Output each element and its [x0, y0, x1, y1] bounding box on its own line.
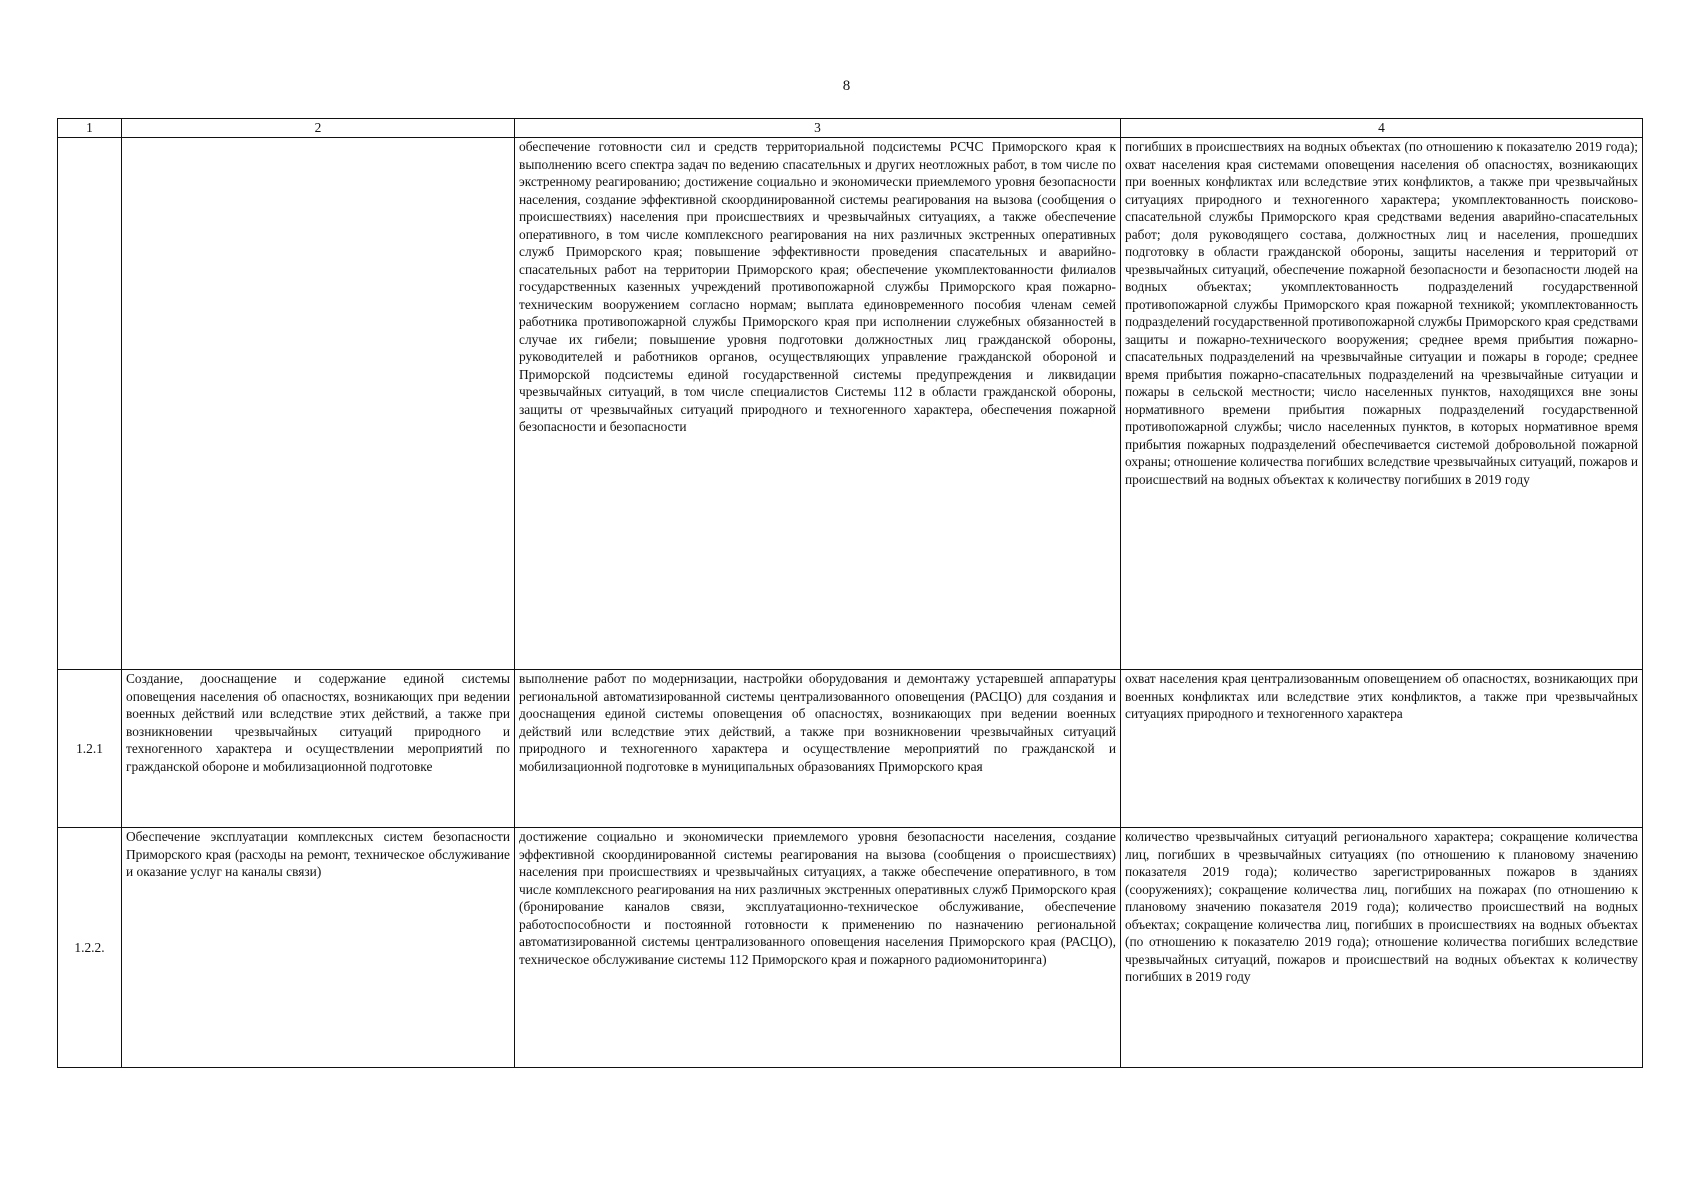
measure-content: достижение социально и экономически приемлемого уровня безопасности населения, создание эффективной скоординированной системы реагирования на вызова (сообщения о происшествиях) населения при происшествиях и чрезвычайных ситуациях, а также обеспечение оперативного, в том числе комплексного реагирования на них различных экстренных оперативных служб Приморского края (бронирование каналов связи, эксплуатационно-техническое обслуживание, обеспечение работоспособности и постоянной готовности к применению по назначению региональной автоматизированной системы централизованного оповещения населения Приморского края (РАСЦО), техническое обслуживание системы 112 Приморского края и пожарного радиомониторинга) [515, 828, 1121, 1068]
header-cell-1: 1 [58, 119, 122, 138]
row-number [58, 138, 122, 670]
row-number: 1.2.1 [58, 670, 122, 828]
header-row [58, 119, 1643, 138]
table-row [58, 828, 1643, 1068]
table-row [58, 670, 1643, 828]
measure-content: выполнение работ по модернизации, настройки оборудования и демонтажу устаревшей аппаратуры региональной автоматизированной системы централизованного оповещения (РАСЦО) для создания и дооснащения единой системы оповещения об опасностях, возникающих при ведении военных действий или вследствие этих действий, а также при возникновении чрезвычайных ситуаций природного и техногенного характера и осуществление мероприятий по гражданской и мобилизационной подготовке в муниципальных образованиях Приморского края [515, 670, 1121, 828]
header-cell-2: 2 [122, 119, 515, 138]
header-cell-3: 3 [515, 119, 1121, 138]
measure-name: Создание, дооснащение и содержание единой системы оповещения населения об опасностях, возникающих при ведении военных действий или вследствие этих действий, а также при возникновении чрезвычайных ситуаций природного и техногенного характера и осуществлении мероприятий по гражданской обороне и мобилизационной подготовке [122, 670, 515, 828]
measure-indicators: количество чрезвычайных ситуаций регионального характера; сокращение количества лиц, погибших в чрезвычайных ситуациях (по отношению к плановому значению показателя 2019 года); количество зарегистрированных пожаров в зданиях (сооружениях); сокращение количества лиц, погибших на пожарах (по отношению к плановому значению показателя 2019 года); количество происшествий на водных объектах; сокращение количества лиц, погибших в происшествиях на водных объектах (по отношению к показателю 2019 года); отношение количества погибших вследствие чрезвычайных ситуаций, пожаров и происшествий на водных объектах к количеству погибших в 2019 году [1121, 828, 1643, 1068]
measure-name: Обеспечение эксплуатации комплексных систем безопасности Приморского края (расходы на ремонт, техническое обслуживание и оказание услуг на каналы связи) [122, 828, 515, 1068]
row-number: 1.2.2. [58, 828, 122, 1068]
table-row [58, 138, 1643, 670]
measure-indicators: охват населения края централизованным оповещением об опасностях, возникающих при военных конфликтах или вследствие этих конфликтов, а также при чрезвычайных ситуациях природного и техногенного характера [1121, 670, 1643, 828]
measure-indicators: погибших в происшествиях на водных объектах (по отношению к показателю 2019 года); охват населения края системами оповещения населения об опасностях, возникающих при военных конфликтах или вследствие этих конфликтов, а также при чрезвычайных ситуациях природного и техногенного характера; укомплектованность поисково-спасательной службы Приморского края средствами ведения аварийно-спасательных работ; доля руководящего состава, должностных лиц и населения, прошедших подготовку в области гражданской обороны, защиты населения и территорий от чрезвычайных ситуаций, обеспечение пожарной безопасности и безопасности людей на водных объектах; укомплектованность подразделений государственной противопожарной службы Приморского края пожарной техникой; укомплектованность подразделений государственной противопожарной службы Приморского края средствами защиты и пожарно-технического вооружения; среднее время прибытия пожарно-спасательных подразделений на чрезвычайные ситуации и пожары в городе; среднее время прибытия пожарно-спасательных подразделений на чрезвычайные ситуации и пожары в сельской местности; число населенных пунктов, находящихся вне зоны нормативного времени прибытия пожарных подразделений государственной противопожарной службы; число населенных пунктов, в которых нормативное время прибытия пожарных подразделений обеспечивается системой добровольной пожарной охраны; отношение количества погибших вследствие чрезвычайных ситуаций, пожаров и происшествий на водных объектах к количеству погибших в 2019 году [1121, 138, 1643, 670]
page-number: 8 [842, 78, 851, 94]
measures-table [57, 118, 1643, 1068]
measure-content: обеспечение готовности сил и средств территориальной подсистемы РСЧС Приморского края к выполнению всего спектра задач по ведению спасательных и других неотложных работ, в том числе по экстренному реагированию; достижение социально и экономически приемлемого уровня безопасности населения, создание эффективной скоординированной системы реагирования на вызова (сообщения о происшествиях) населения при происшествиях и чрезвычайных ситуациях, а также обеспечение оперативного, в том числе комплексного реагирования на них различных экстренных оперативных служб Приморского края; повышение эффективности проведения спасательных и аварийно-спасательных работ на территории Приморского края; обеспечение укомплектованности филиалов государственных казенных учреждений противопожарной службы Приморского края пожарно-техническим вооружением согласно нормам; выплата единовременного пособия членам семей работника противопожарной службы Приморского края при исполнении служебных обязанностей в случае их гибели; повышение уровня подготовки должностных лиц гражданской обороны, руководителей и работников органов, осуществляющих управление гражданской обороной и Приморской подсистемы единой государственной системы предупреждения и ликвидации чрезвычайных ситуаций, в том числе специалистов Системы 112 в области гражданской обороны, защиты от чрезвычайных ситуаций природного и техногенного характера, обеспечения пожарной безопасности и безопасности [515, 138, 1121, 670]
header-cell-4: 4 [1121, 119, 1643, 138]
measure-name [122, 138, 515, 670]
